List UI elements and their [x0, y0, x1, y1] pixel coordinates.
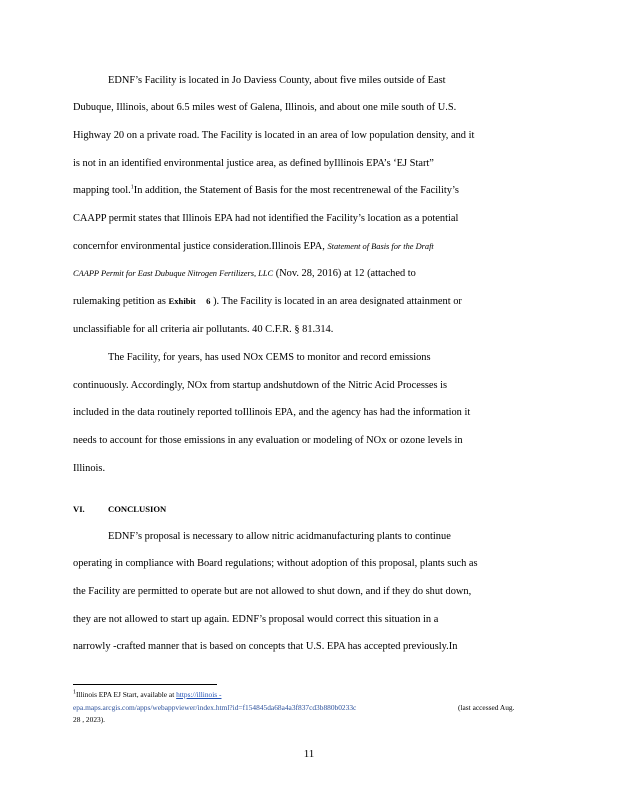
citation-title: CAAPP Permit for East Dubuque Nitrogen Fertilizers, LLC [73, 269, 274, 278]
text-line: CAAPP permit states that Illinois EPA had not identified the Facility’s location as a potential [73, 213, 459, 224]
footnote-line [73, 690, 222, 700]
text-line: operating in compliance with Board regulations; without adoption of this proposal, plants such as [73, 558, 478, 569]
footnote-link[interactable]: epa.maps.arcgis.com/apps/webappviewer/index.html?id=f154845da68a4a3f837cd3b880b0233c [73, 703, 357, 712]
text-fragment: rulemaking petition as [73, 296, 166, 307]
text-fragment: concernfor environmental justice consideration.Illinois EPA, [73, 241, 325, 252]
text-fragment: mapping tool. [73, 185, 131, 196]
text-line: Highway 20 on a private road. The Facility is located in an area of low population density, and it [73, 130, 475, 141]
exhibit-label: Exhibit [168, 296, 196, 306]
text-line: narrowly -crafted manner that is based on concepts that U.S. EPA has accepted previously.In [73, 641, 458, 652]
text-line: is not in an identified environmental justice area, as defined byIllinois EPA’s ‘EJ Start” [73, 158, 434, 169]
text-line: unclassifiable for all criteria air pollutants. 40 C.F.R. § 81.314. [73, 324, 334, 335]
text-line [73, 295, 543, 308]
footnote-divider [73, 684, 217, 685]
text-fragment: (Nov. 28, 2016) at 12 (attached to [275, 268, 416, 279]
footnote-marker: 1 [73, 689, 76, 696]
footnote-line [73, 703, 356, 713]
section-title: CONCLUSION [108, 504, 167, 514]
text-line: Dubuque, Illinois, about 6.5 miles west of Galena, Illinois, and about one mile south of U.S. [73, 102, 457, 113]
text-line: needs to account for those emissions in any evaluation or modeling of NOx or ozone levels in [73, 435, 463, 446]
exhibit-number: 6 [206, 296, 211, 306]
page-number: 11 [303, 748, 315, 760]
text-line [73, 240, 543, 253]
text-fragment: In addition, the Statement of Basis for the most recentrenewal of the Facility’s [133, 185, 459, 196]
citation-title: Statement of Basis for the Draft [327, 242, 434, 251]
text-line: they are not allowed to start up again. EDNF’s proposal would correct this situation in a [73, 614, 439, 625]
text-line: EDNF’s Facility is located in Jo Daviess County, about five miles outside of East [108, 75, 446, 86]
text-line [73, 267, 543, 280]
text-line: The Facility, for years, has used NOx CEMS to monitor and record emissions [108, 352, 431, 363]
text-line [73, 184, 543, 197]
section-number: VI. [73, 504, 85, 514]
text-line: continuously. Accordingly, NOx from startup andshutdown of the Nitric Acid Processes is [73, 380, 448, 391]
text-line: EDNF’s proposal is necessary to allow nitric acidmanufacturing plants to continue [108, 531, 451, 542]
text-line: Illinois. [73, 463, 106, 474]
footnote-text: Illinois EPA EJ Start, available at [76, 690, 177, 699]
text-line: the Facility are permitted to operate but are not allowed to shut down, and if they do shut down, [73, 586, 472, 597]
footnote-ref[interactable]: 1 [130, 184, 134, 191]
footnote-line: 28 , 2023). [73, 715, 106, 724]
text-line: included in the data routinely reported toIllinois EPA, and the agency has had the information it [73, 407, 471, 418]
footnote-accessed: (last accessed Aug. [458, 703, 515, 712]
footnote-link[interactable]: https://illinois - [176, 690, 222, 699]
text-fragment: ). The Facility is located in an area designated attainment or [213, 296, 462, 307]
